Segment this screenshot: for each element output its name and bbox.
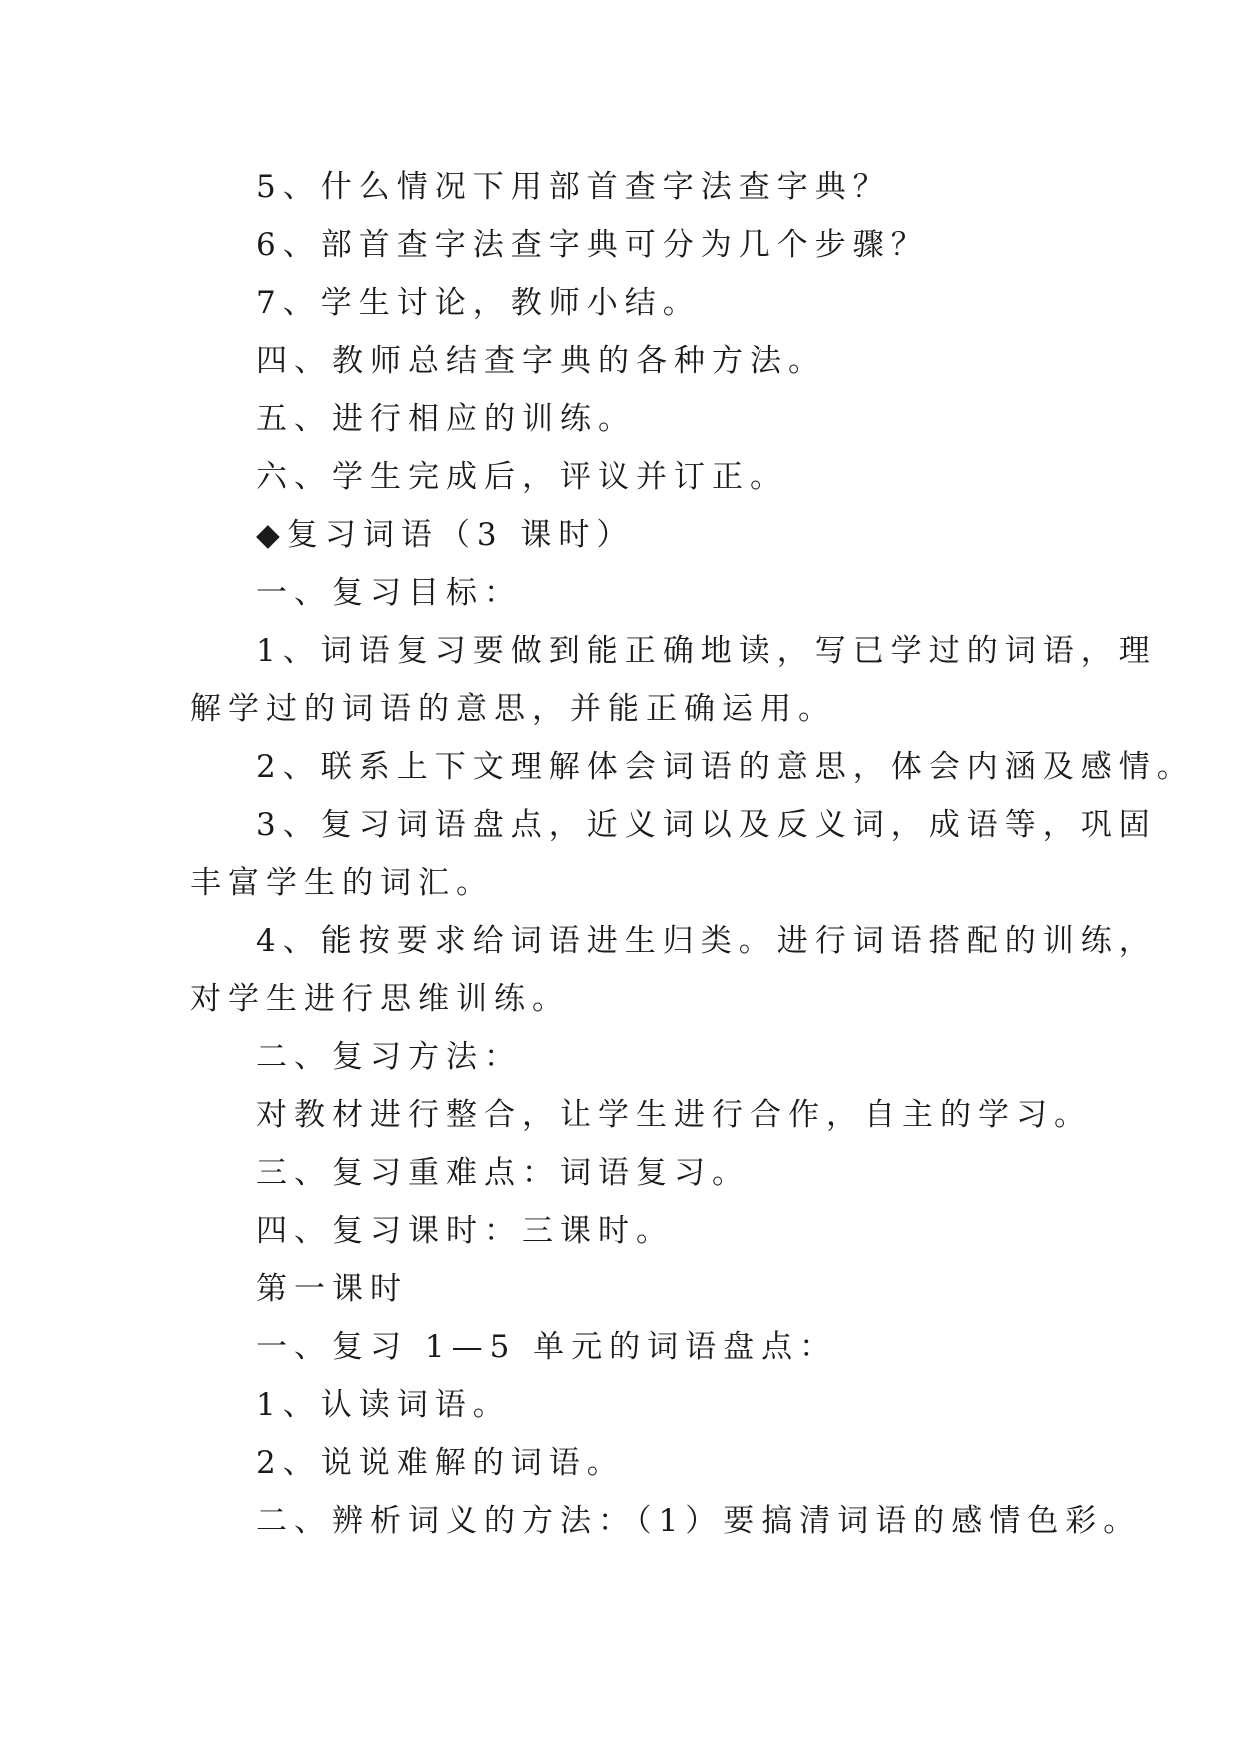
text-line-goal-4b: 对学生进行思维训练。 [190, 981, 570, 1017]
text-line-goal-1b: 解学过的词语的意思，并能正确运用。 [190, 691, 836, 727]
text-line-q6: 6、部首查字法查字典可分为几个步骤？ [256, 227, 929, 263]
text-line-class-hours: 四、复习课时：三课时。 [256, 1213, 674, 1249]
text-line-goal-2: 2、联系上下文理解体会词语的意思，体会内涵及感情。 [256, 749, 1195, 785]
text-line-first-lesson: 第一课时 [256, 1271, 408, 1307]
text-line-word-meaning-method: 二、辨析词义的方法：（1）要搞清词语的感情色彩。 [256, 1503, 1142, 1539]
text-line-review-units: 一、复习 1—5 单元的词语盘点： [256, 1329, 838, 1365]
text-line-difficult-words: 2、说说难解的词语。 [256, 1445, 625, 1481]
text-line-read-words: 1、认读词语。 [256, 1387, 511, 1423]
text-line-key-points: 三、复习重难点：词语复习。 [256, 1155, 750, 1191]
text-line-methods-body: 对教材进行整合，让学生进行合作，自主的学习。 [256, 1097, 1092, 1133]
text-line-goal-1a: 1、词语复习要做到能正确地读，写已学过的词语，理 [256, 633, 1157, 669]
text-line-section-4: 四、教师总结查字典的各种方法。 [256, 343, 826, 379]
text-line-q5: 5、什么情况下用部首查字法查字典？ [256, 169, 891, 205]
text-line-goal-3b: 丰富学生的词汇。 [190, 865, 494, 901]
text-line-methods-heading: 二、复习方法： [256, 1039, 522, 1075]
text-line-goal-4a: 4、能按要求给词语进生归类。进行词语搭配的训练， [256, 923, 1157, 959]
text-line-section-5: 五、进行相应的训练。 [256, 401, 636, 437]
section-heading-vocab-review: ◆复习词语（3 课时） [256, 517, 635, 553]
text-line-goal-3a: 3、复习词语盘点，近义词以及反义词，成语等，巩固 [256, 807, 1157, 843]
text-line-q7: 7、学生讨论，教师小结。 [256, 285, 701, 321]
text-line-section-6: 六、学生完成后，评议并订正。 [256, 459, 788, 495]
text-line-goals-heading: 一、复习目标： [256, 575, 522, 611]
